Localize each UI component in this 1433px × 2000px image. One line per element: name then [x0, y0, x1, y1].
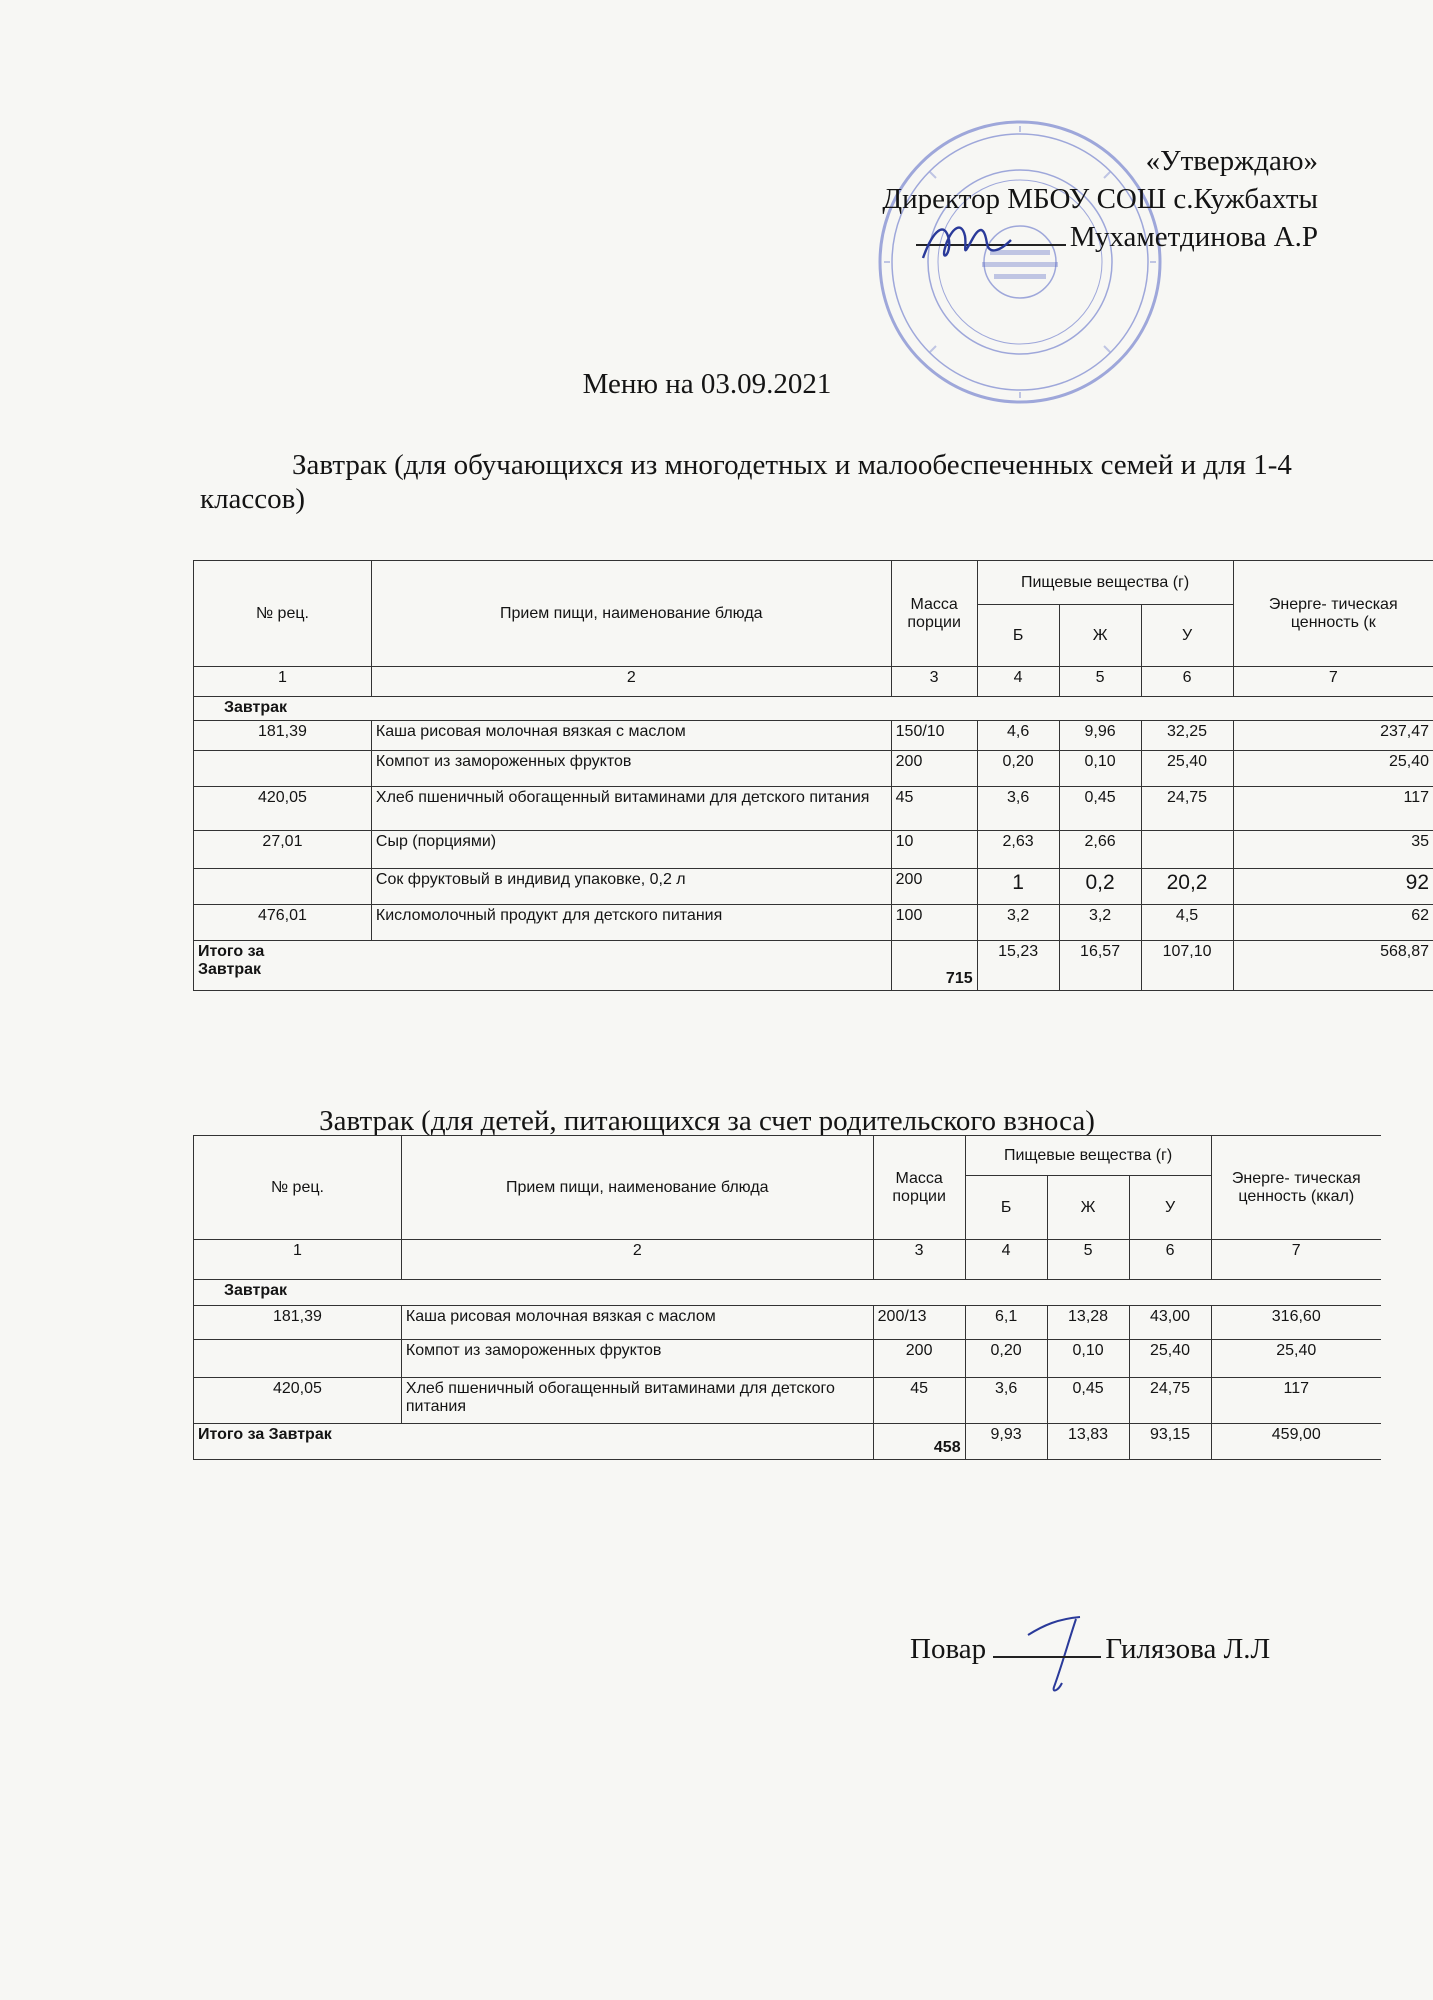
- header-dish-name: Прием пищи, наименование блюда: [401, 1136, 873, 1240]
- total-fat: 13,83: [1047, 1424, 1129, 1460]
- col-number: 2: [401, 1240, 873, 1280]
- rec-number: 181,39: [194, 1306, 402, 1340]
- total-label-text: Итого за Завтрак: [198, 943, 265, 978]
- page-title: Меню на 03.09.2021: [582, 368, 832, 400]
- energy: 117: [1211, 1378, 1381, 1424]
- header-carbs: У: [1141, 605, 1233, 667]
- rec-number: 181,39: [194, 721, 372, 751]
- approval-line-1: «Утверждаю»: [1145, 145, 1318, 177]
- section2-title: Завтрак (для детей, питающихся за счет родительского взноса): [319, 1105, 1095, 1137]
- dish-name: Каша рисовая молочная вязкая с маслом: [401, 1306, 873, 1340]
- protein: 3,6: [965, 1378, 1047, 1424]
- dish-name: Хлеб пшеничный обогащенный витаминами для детского питания: [371, 787, 891, 831]
- protein: 3,2: [977, 905, 1059, 941]
- column-number-row: [194, 1240, 1382, 1280]
- table-row: [194, 1306, 1382, 1340]
- col-number: 3: [873, 1240, 965, 1280]
- table-row: [194, 721, 1433, 751]
- portion-mass: 45: [891, 787, 977, 831]
- total-energy: 459,00: [1211, 1424, 1381, 1460]
- rec-number: 420,05: [194, 787, 372, 831]
- rec-number: [194, 869, 372, 905]
- carbs: 20,2: [1141, 869, 1233, 905]
- carbs: 25,40: [1141, 751, 1233, 787]
- col-number: 7: [1233, 667, 1433, 697]
- energy: 92: [1233, 869, 1433, 905]
- header-rec-number: № рец.: [194, 1136, 402, 1240]
- col-number: 6: [1141, 667, 1233, 697]
- total-label: Итого за Завтрак: [194, 1424, 874, 1460]
- rec-number: 27,01: [194, 831, 372, 869]
- section1-title: Завтрак (для обучающихся из многодетных и малообеспеченных семей и для 1-4 классов): [200, 449, 1292, 515]
- col-number: 3: [891, 667, 977, 697]
- energy: 35: [1233, 831, 1433, 869]
- portion-mass: 10: [891, 831, 977, 869]
- header-portion-mass: Масса порции: [891, 561, 977, 667]
- header-fat: Ж: [1047, 1176, 1129, 1240]
- energy: 117: [1233, 787, 1433, 831]
- energy: 62: [1233, 905, 1433, 941]
- cook-label: Повар: [910, 1633, 987, 1665]
- dish-name: Компот из замороженных фруктов: [371, 751, 891, 787]
- col-number: 1: [194, 667, 372, 697]
- col-number: 5: [1059, 667, 1141, 697]
- meal-label: Завтрак: [194, 697, 1433, 721]
- table-row: [194, 787, 1433, 831]
- meal-label: Завтрак: [194, 1280, 1382, 1306]
- header-protein: Б: [977, 605, 1059, 667]
- table-row: [194, 1378, 1382, 1424]
- dish-name: Кисломолочный продукт для детского питания: [371, 905, 891, 941]
- table-row: [194, 751, 1433, 787]
- carbs: 32,25: [1141, 721, 1233, 751]
- carbs: [1141, 831, 1233, 869]
- total-protein: 15,23: [977, 941, 1059, 991]
- column-number-row: [194, 667, 1433, 697]
- header-rec-number: № рец.: [194, 561, 372, 667]
- energy: 25,40: [1211, 1340, 1381, 1378]
- dish-name: Каша рисовая молочная вязкая с маслом: [371, 721, 891, 751]
- header-nutrients: Пищевые вещества (г): [965, 1136, 1211, 1176]
- header-portion-mass: Масса порции: [873, 1136, 965, 1240]
- menu-table-2: [193, 1135, 1381, 1460]
- carbs: 24,75: [1141, 787, 1233, 831]
- carbs: 24,75: [1129, 1378, 1211, 1424]
- protein: 0,20: [965, 1340, 1047, 1378]
- col-number: 2: [371, 667, 891, 697]
- protein: 1: [977, 869, 1059, 905]
- rec-number: [194, 751, 372, 787]
- total-energy: 568,87: [1233, 941, 1433, 991]
- header-nutrients: Пищевые вещества (г): [977, 561, 1233, 605]
- director-name: Мухаметдинова А.Р: [1069, 221, 1318, 253]
- fat: 9,96: [1059, 721, 1141, 751]
- protein: 4,6: [977, 721, 1059, 751]
- portion-mass: 100: [891, 905, 977, 941]
- dish-name: Сыр (порциями): [371, 831, 891, 869]
- dish-name: Сок фруктовый в индивид упаковке, 0,2 л: [371, 869, 891, 905]
- rec-number: 476,01: [194, 905, 372, 941]
- header-carbs: У: [1129, 1176, 1211, 1240]
- total-carbs: 93,15: [1129, 1424, 1211, 1460]
- fat: 0,2: [1059, 869, 1141, 905]
- table-row: [194, 831, 1433, 869]
- fat: 13,28: [1047, 1306, 1129, 1340]
- cook-line: [910, 1632, 1270, 1666]
- portion-mass: 200: [891, 869, 977, 905]
- dish-name: Хлеб пшеничный обогащенный витаминами для детского питания: [401, 1378, 873, 1424]
- director-signature-icon: [915, 200, 1025, 280]
- total-protein: 9,93: [965, 1424, 1047, 1460]
- col-number: 4: [965, 1240, 1047, 1280]
- col-number: 7: [1211, 1240, 1381, 1280]
- col-number: 5: [1047, 1240, 1129, 1280]
- fat: 0,45: [1047, 1378, 1129, 1424]
- header-protein: Б: [965, 1176, 1047, 1240]
- fat: 0,10: [1047, 1340, 1129, 1378]
- total-mass: 715: [891, 941, 977, 991]
- table-row: [194, 1340, 1382, 1378]
- total-mass: 458: [873, 1424, 965, 1460]
- col-number: 1: [194, 1240, 402, 1280]
- energy: 237,47: [1233, 721, 1433, 751]
- menu-table-1: [193, 560, 1433, 991]
- approval-line-2: Директор МБОУ СОШ с.Кужбахты: [882, 183, 1318, 215]
- portion-mass: 45: [873, 1378, 965, 1424]
- protein: 3,6: [977, 787, 1059, 831]
- protein: 2,63: [977, 831, 1059, 869]
- rec-number: [194, 1340, 402, 1378]
- total-carbs: 107,10: [1141, 941, 1233, 991]
- header-dish-name: Прием пищи, наименование блюда: [371, 561, 891, 667]
- energy: 25,40: [1233, 751, 1433, 787]
- portion-mass: 200: [873, 1340, 965, 1378]
- fat: 0,10: [1059, 751, 1141, 787]
- rec-number: 420,05: [194, 1378, 402, 1424]
- total-label: [194, 941, 892, 991]
- col-number: 4: [977, 667, 1059, 697]
- cook-signature-line: [993, 1632, 1101, 1658]
- fat: 0,45: [1059, 787, 1141, 831]
- cook-name: Гилязова Л.Л: [1105, 1633, 1271, 1665]
- energy: 316,60: [1211, 1306, 1381, 1340]
- header-energy: Энерге- тическая ценность (к: [1233, 561, 1433, 667]
- carbs: 43,00: [1129, 1306, 1211, 1340]
- col-number: 6: [1129, 1240, 1211, 1280]
- protein: 6,1: [965, 1306, 1047, 1340]
- portion-mass: 150/10: [891, 721, 977, 751]
- total-row: [194, 941, 1433, 991]
- table-row: [194, 869, 1433, 905]
- total-fat: 16,57: [1059, 941, 1141, 991]
- dish-name: Компот из замороженных фруктов: [401, 1340, 873, 1378]
- protein: 0,20: [977, 751, 1059, 787]
- fat: 3,2: [1059, 905, 1141, 941]
- fat: 2,66: [1059, 831, 1141, 869]
- portion-mass: 200: [891, 751, 977, 787]
- total-row: [194, 1424, 1382, 1460]
- table-row: [194, 905, 1433, 941]
- header-fat: Ж: [1059, 605, 1141, 667]
- portion-mass: 200/13: [873, 1306, 965, 1340]
- carbs: 4,5: [1141, 905, 1233, 941]
- carbs: 25,40: [1129, 1340, 1211, 1378]
- header-energy: Энерге- тическая ценность (ккал): [1211, 1136, 1381, 1240]
